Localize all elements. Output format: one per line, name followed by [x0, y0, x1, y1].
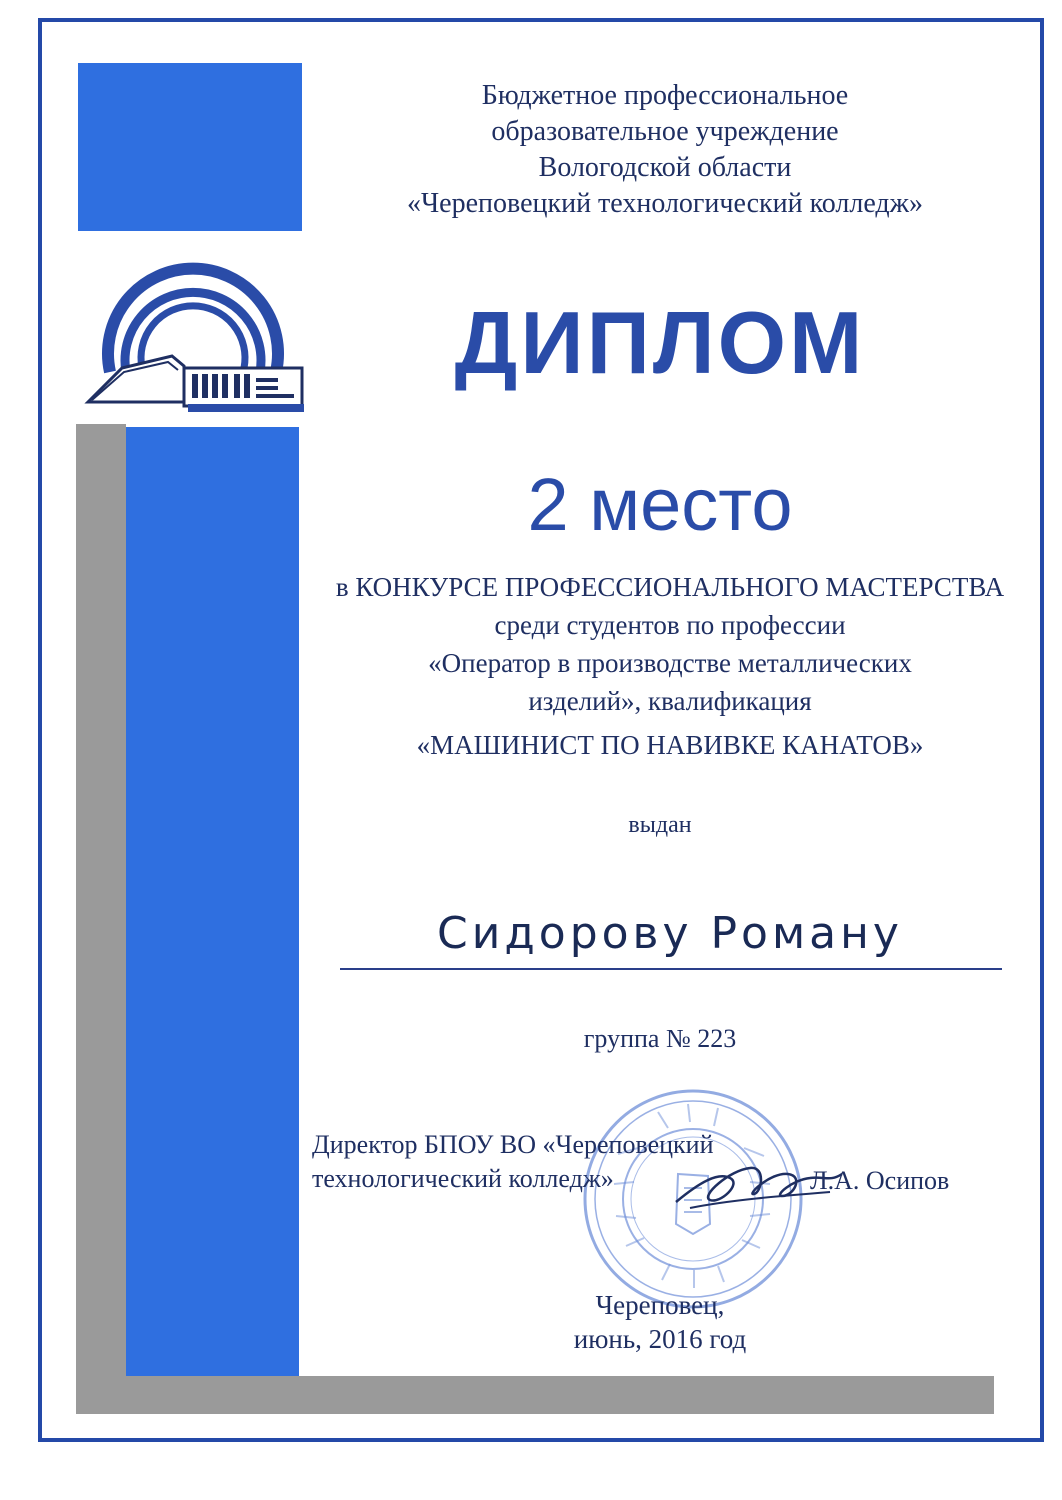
decorative-gray-horizontal-bar — [126, 1376, 994, 1414]
issued-label: выдан — [628, 812, 692, 838]
college-logo-icon — [80, 240, 306, 420]
description-line-4: изделий», квалификация — [528, 686, 812, 716]
decorative-blue-square — [78, 63, 302, 231]
description-line-5: «МАШИНИСТ ПО НАВИВКЕ КАНАТОВ» — [416, 730, 924, 760]
institution-line-2: образовательное учреждение — [491, 116, 839, 147]
issue-date: июнь, 2016 год — [573, 1324, 747, 1354]
recipient-underline — [340, 968, 1002, 970]
description-line-1: в КОНКУРСЕ ПРОФЕССИОНАЛЬНОГО МАСТЕРСТВА — [335, 572, 1005, 602]
institution-line-3: Вологодской области — [538, 152, 792, 183]
recipient-name: Сидорову Роману — [437, 908, 903, 959]
description-line-2: среди студентов по профессии — [494, 610, 846, 640]
institution-line-1: Бюджетное профессиональное — [481, 80, 849, 111]
institution-line-4: «Череповецкий технологический колледж» — [406, 188, 924, 219]
decorative-gray-vertical-bar — [76, 424, 126, 1414]
director-line-1: Директор БПОУ ВО «Череповецкий — [312, 1130, 714, 1159]
place-and-date — [520, 1288, 800, 1356]
description-line-3: «Оператор в производстве металлических — [428, 648, 912, 678]
director-line-2: технологический колледж» — [312, 1164, 614, 1193]
award-place: 2 место — [527, 463, 793, 546]
city: Череповец, — [595, 1290, 725, 1320]
diploma-title: ДИПЛОМ — [454, 293, 866, 392]
decorative-blue-vertical-bar — [126, 427, 299, 1377]
group-number: группа № 223 — [583, 1024, 737, 1053]
award-description — [320, 568, 1020, 764]
director-name: Л.А. Осипов — [810, 1166, 950, 1195]
institution-name — [320, 78, 1010, 222]
